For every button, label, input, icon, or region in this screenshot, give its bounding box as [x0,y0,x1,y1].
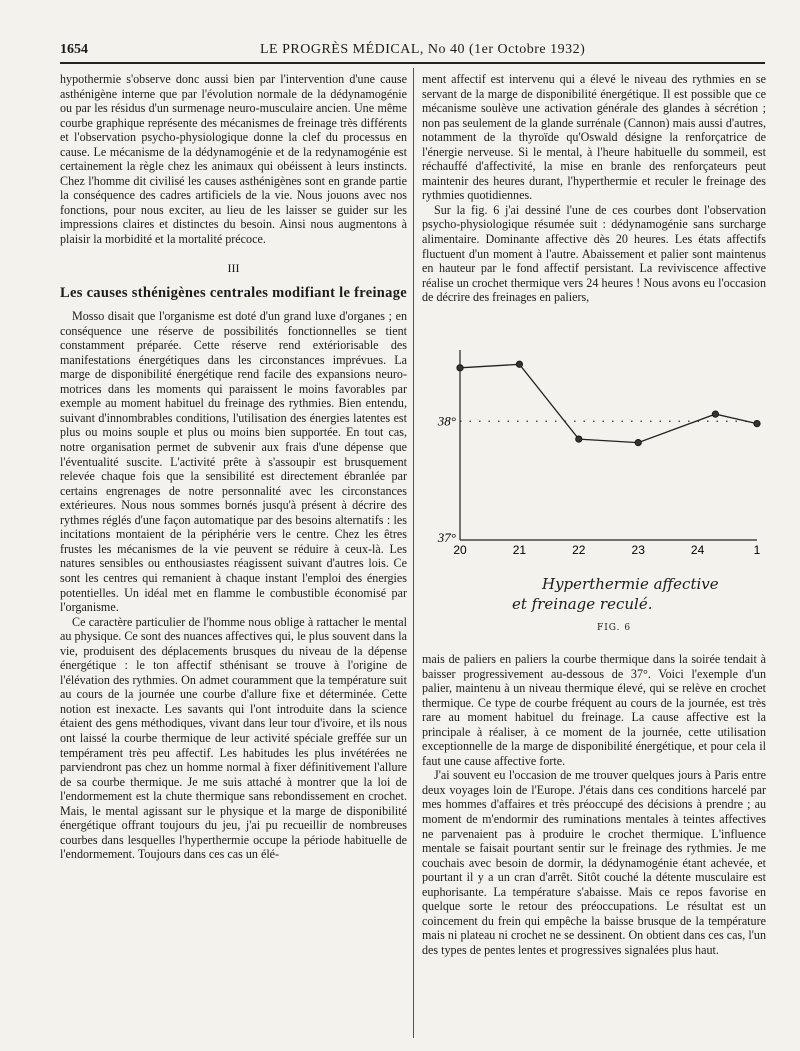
x-tick-label: 24 [690,543,705,557]
section-number: III [227,260,240,275]
data-point [635,439,641,445]
right-column-top [422,72,766,305]
left-column [60,72,407,862]
page-header [60,40,765,64]
left-paragraph-1: hypothermie s'observe donc aussi bien par l'intervention d'une cause asthénigène interne que par l'évolution normale de la dédynamogénie ou par les résidus d'un surmenage neuro-musculaire ancien. Une même courbe graphique représente des mécanismes de freinage très différents et l'observation psycho-physiologique donne la clef du processus en cause. Le mécanisme de la dédynamogénie et de la redynamogénie est certainement la règle chez les animaux qui obéissent à leurs instincts. Chez l'homme dit civilisé les causes asthénigènes sont en grande partie la conséquence des cadres artificiels de la vie. Nous jouons avec nos fonctions, pour nous exciter, au lieu de les laisser se guider sur les impressions claires et distinctes du besoin. Ainsi nous augmentons à plaisir la morbidité et la mortalité précoce. [60,72,407,247]
right-paragraph-2: Sur la fig. 6 j'ai dessiné l'une de ces courbes dont l'observation psycho-physiologique résumée suit : dédynamogénie sans surcharge alimentaire. Dominante affective dès 20 heures. Les états affectifs fluctuent d'un moment à l'autre. Abaissement et palier sont maintenus en hauteur par le fond affectif persistant. La reviviscence affective réalise un crochet thermique vers 24 heures ! Nous avons eu l'occasion de décrire des freinages en paliers, [422,202,766,305]
figure-6 [422,345,766,645]
section-title: Les causes sthénigènes centrales modifiant le freinage [60,285,407,302]
page-number: 1654 [60,42,88,57]
data-point [754,420,760,426]
temperature-chart [422,345,766,570]
right-paragraph-4: J'ai souvent eu l'occasion de me trouver quelques jours à Paris entre deux voyages loin de l'Europe. J'étais dans ces conditions harcelé par mes hommes d'affaires et très préoccupé des décisions à prendre ; au moment de m'endormir des ruminations mentales à teintes affectives ne parvenaient pas à produire le crochet thermique. L'influence mentale se faisait pourtant sentir sur le freinage des rythmies. Je me couchais avec besoin de dormir, la dédynamogénie étant achevée, et pourtant il y a un cran d'arrêt. Sitôt couché la détente musculaire est euphorisante. La température s'abaisse. Mais ce repos favorise en quelque sorte le retour des préoccupations. Le résultat est un coincement du frein qui empêche la baisse brusque de la température mais ni plateau ni crochet ne se dessinent. On obtient dans ces cas, l'un des types de pentes lentes et progressives signalées plus haut. [422,768,766,957]
data-point [516,361,522,367]
right-column-bottom [422,652,766,957]
right-paragraph-3: mais de paliers en paliers la courbe thermique dans la soirée tendait à baisser progressivement au-dessous de 37°. Voici l'exemple d'un palier, maintenu à un niveau thermique élevé, qui se relève en crochet thermique. Ce type de courbe fréquent au cours de la journée, est très rare au moment habituel du freinage. La cause affective est la principale à réaliser, à ce moment de la journée, cette utilisation exceptionnelle de la marge de disponibilité énergétique, et pour cela il faut une cause affective forte. [422,652,766,768]
column-divider [413,68,414,1038]
right-paragraph-1: ment affectif est intervenu qui a élevé le niveau des rythmies en se servant de la marge de disponibilité énergétique. Il est possible que ce mécanisme soulève une activation générale des glandes à sécrétion ; non pas seulement de la glande surrénale (Cannon) mais aussi d'autres, notamment de la thyroïde qu'Oswald désigne la renforçatrice de l'énergie nerveuse. Si le mental, à l'heure habituelle du sommeil, est réchauffé d'affectivité, la mise en branle des renforçateurs peut maintenir des heures durant, l'hyperthermie et reculer le freinage des rythmies quotidiennes. [422,72,766,203]
figure-caption-line-2: et freinage reculé. [512,595,653,613]
figure-caption-line-1: Hyperthermie affective [542,575,719,593]
x-tick-label: 22 [572,543,586,557]
temperature-line [460,364,757,442]
x-tick-label: 1 [753,543,761,557]
figure-number: FIG. 6 [597,623,632,633]
x-tick-label: 20 [453,543,467,557]
y-label-37: 37° [437,530,456,545]
data-point [576,436,582,442]
x-tick-label: 21 [512,543,527,557]
x-tick-label: 23 [631,543,645,557]
journal-title: LE PROGRÈS MÉDICAL, No 40 (1er Octobre 1932) [260,42,586,57]
y-label-38: 38° [437,413,456,429]
left-paragraph-2: Mosso disait que l'organisme est doté d'un grand luxe d'organes ; en conséquence une réserve de possibilités fonctionnelles se tient constamment préparée. Cette réserve rend extériorisable des manifestations énergétiques dans les circonstances imprévues. La marge de disponibilité énergétique rend facile des expansions neuro-motrices dans les moments qui paraissent le moins favorables par exemple au moment habituel du freinage des rythmies. Bien entendu, suivant d'innombrables conditions, l'utilisation des énergies latentes est plus ou moins souple et plus ou moins bien supportée. En tout cas, notre organisation permet de subvenir aux frais d'une dépense que l'éventualité suscite. L'activité prête à s'assoupir est brusquement relevée chaque fois que la sensibilité est directement ébranlée par certains engrenages de notre personnalité avec les circonstances extérieures. Nous nous sommes bornés jusqu'à présent à décrire des rythmes réglés d'une façon automatique par des besoins alternatifs : les incitations montaient de la périphérie vers le centre. Chez les êtres frustes les mécanismes de la vie peuvent se réduire à ceux-là. Les natures sensibles ou enthousiastes réagissent suivant d'autres lois. Ce sont les centres qui remanient à chaque instant l'emploi des énergies potentielles. Un idéal met en flamme le combustible économisé par l'organisme. [60,309,407,615]
left-paragraph-3: Ce caractère particulier de l'homme nous oblige à rattacher le mental au physique. Ce sont des nuances affectives qui, le plus souvent dans la vie, produisent des déplacements brusques du niveau de la dépense énergétique : le ton affectif sthénisant se trouve à l'origine de l'élévation des rythmies. On admet couramment que la température suit au cours de la journée une courbe d'allure fixe et déterminée. Cette notion est inexacte. Les savants qui l'ont introduite dans la science étaient des gens méthodiques, vivant dans leur tour d'ivoire, et ils nous ont laissé la courbe thermique de leur activité spéciale greffée sur un tempérament très peu affectif. Les habitudes les plus invétérées ne parviendront pas chez un homme normal à fixer définitivement l'allure de sa courbe thermique. Je me suis attaché à montrer que la loi de l'endormement est la chute thermique sans rebondissement en crochet. Mais, le mental agissant sur le physique et la marge de disponibilité énergétique offrant toujours du jeu, j'ai pu recueillir de nombreuses courbes dans lesquelles l'hyperthermie occupe la période habituelle de l'endormement. Toujours dans ces cas un élé- [60,614,407,862]
data-point [457,365,463,371]
data-point [712,411,718,417]
